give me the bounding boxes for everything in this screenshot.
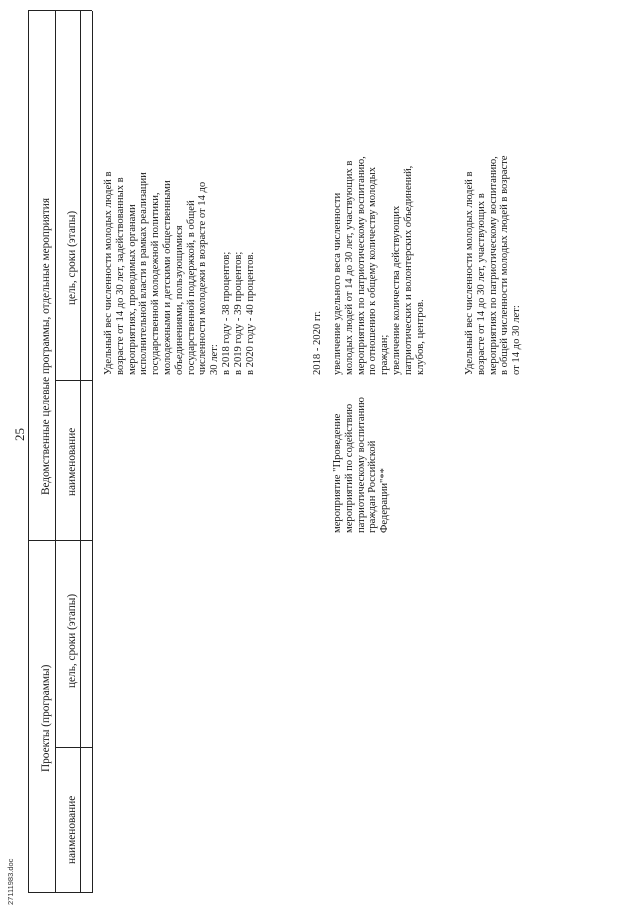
- dept-group-header: Ведомственные целевые программы, отдельные мероприятия: [40, 197, 52, 495]
- projects-col-divider: [55, 747, 92, 748]
- event-name: мероприятие "Проведение мероприятий по содействию патриотическому воспитанию граждан Российской Федерации"**: [332, 397, 391, 533]
- page-number: 25: [12, 428, 27, 441]
- goal-period: 2018 - 2020 гг.: [312, 311, 323, 375]
- dept-col-divider: [55, 380, 92, 381]
- projects-name-header: наименование: [66, 795, 78, 864]
- goal-text-block: Удельный вес численности молодых людей в возрасте от 14 до 30 лет, задействованных в мероприятиях, проводимых органами исполнительной власти в рамках реализации государственной молодежной политики, молодежными и детскими общественными объединениями, пользующимися государственной поддержкой, в общей численности молодежи в возрасте от 14 до 30 лет: в 2018 году - 38 процентов; в 2019 году - 39 процентов; в 2020 году - 40 процентов.: [103, 171, 256, 375]
- dept-name-header: наименование: [66, 427, 78, 496]
- header-mid-border: [55, 11, 56, 893]
- projects-group-header: Проекты (программы): [40, 664, 52, 772]
- indicator-text: Удельный вес численности молодых людей в возрасте от 14 до 30 лет, участвующих в мероприятиях по патриотическому воспитанию, в общей численности молодых людей в возрасте от 14 до 30 лет:: [464, 155, 523, 375]
- table-left-border: [28, 892, 92, 893]
- dept-goal-header: цель, сроки (этапы): [66, 210, 78, 305]
- event-goal: увеличение удельного веса численности молодых людей от 14 до 30 лет, участвующих в мероприятиях по патриотическому воспитанию, по отношению к общему количеству молодых граждан; увеличение количества действующих патриотических и волонтерских объединений, клубов, центров.: [332, 156, 426, 375]
- spacer-row-border: [92, 11, 93, 893]
- table-right-border: [28, 10, 92, 11]
- header-bottom-border: [80, 11, 81, 893]
- table-top-border: [28, 11, 29, 893]
- group-divider: [28, 540, 92, 541]
- footer-filename: 27111983.doc: [6, 858, 15, 905]
- projects-goal-header: цель, сроки (этапы): [66, 593, 78, 688]
